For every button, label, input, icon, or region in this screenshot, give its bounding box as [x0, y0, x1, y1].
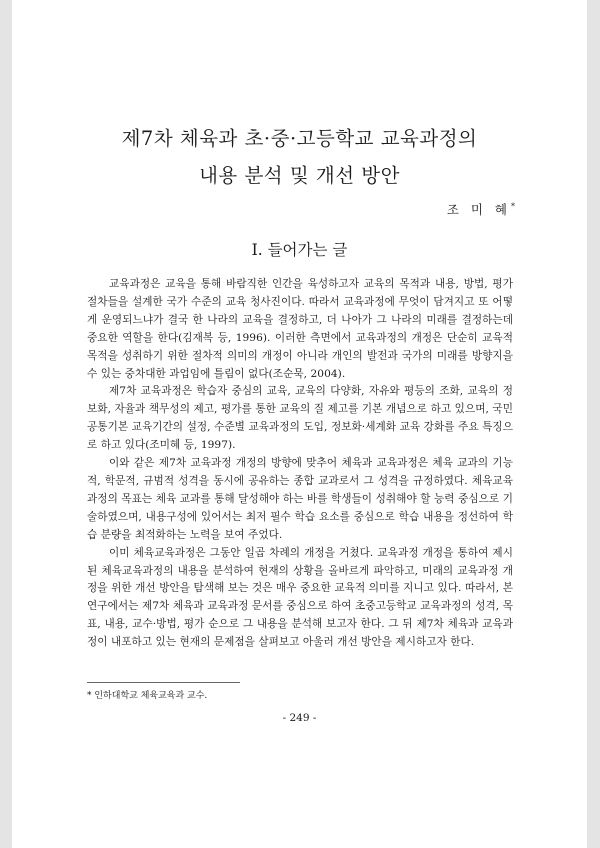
section-heading: Ⅰ. 들어가는 글 — [251, 241, 348, 259]
paper-title — [12, 120, 587, 194]
footnote: * 인하대학교 체육교육과 교수. — [87, 691, 208, 701]
paragraph: 이와 같은 제7차 교육과정 개정의 방향에 맞추어 체육과 교육과정은 체육 교과의 기능적, 학문적, 규범적 성격을 동시에 공유하는 종합 교과로서 그 성격을 규정하였다. 체육교육과정의 목표는 체육 교과를 통해 달성해야 하는 바를 학생들이 성취해야 할 능력 중심으로 기술하였으며, 내용구성에 있어서는 최저 필수 학습 요소를 중심으로 학습 내용을 정선하여 학습 분량을 최적화하는 노력을 보여 주었다. — [87, 457, 513, 541]
title-line-2: 내용 분석 및 개선 방안 — [199, 164, 400, 187]
page-number: - 249 - — [282, 712, 317, 724]
document-page — [12, 0, 587, 848]
author-footnote-mark: * — [511, 201, 515, 211]
author — [447, 200, 515, 218]
footnote-divider — [87, 682, 240, 683]
author-name: 조 미 혜 — [446, 202, 511, 217]
paragraph: 제7차 교육과정은 학습자 중심의 교육, 교육의 다양화, 자유와 평등의 조화, 교육의 정보화, 자율과 책무성의 제고, 평가를 통한 교육의 질 제고를 기본 개념으로 하고 있으며, 국민공통기본 교육기간의 설정, 수준별 교육과정의 도입, 정보화·세계화 교육 강화를 주요 특징으로 하고 있다(조미혜 등, 1997). — [87, 385, 513, 452]
paragraph: 이미 체육교육과정은 그동안 일곱 차례의 개정을 거쳤다. 교육과정 개정을 통하여 제시된 체육교육과정의 내용을 분석하여 현재의 상황을 올바르게 파악하고, 미래의 교육과정 개정을 위한 개선 방안을 탐색해 보는 것은 매우 중요한 교육적 의미를 지니고 있다. 따라서, 본 연구에서는 제7차 체육과 교육과정 문서를 중심으로 하여 초중고등학교 교육과정의 성격, 목표, 내용, 교수·방법, 평가 순으로 그 내용을 분석해 보고자 한다. 그 뒤 제7차 체육과 교육과정이 내포하고 있는 현재의 문제점을 살펴보고 아울러 개선 방안을 제시하고자 한다. — [87, 546, 513, 649]
paragraph: 교육과정은 교육을 통해 바람직한 인간을 육성하고자 교육의 목적과 내용, 방법, 평가 절차들을 설계한 국가 수준의 교육 청사진이다. 따라서 교육과정에 무엇이 담겨지고 또 어떻게 운영되느냐가 결국 한 나라의 교육을 결정하고, 더 나아가 그 나라의 미래를 결정하는데 중요한 역할을 한다(김재복 등, 1996). 이러한 측면에서 교육과정의 개정은 단순히 교육적 목적을 성취하기 위한 절차적 의미의 개정이 아니라 개인의 발전과 국가의 미래를 방향지을 수 있는 중차대한 과업임에 틀림이 없다(조순묵, 2004). — [87, 278, 513, 380]
title-line-1: 제7차 체육과 초·중·고등학교 교육과정의 — [121, 127, 478, 150]
body-text — [87, 276, 513, 652]
